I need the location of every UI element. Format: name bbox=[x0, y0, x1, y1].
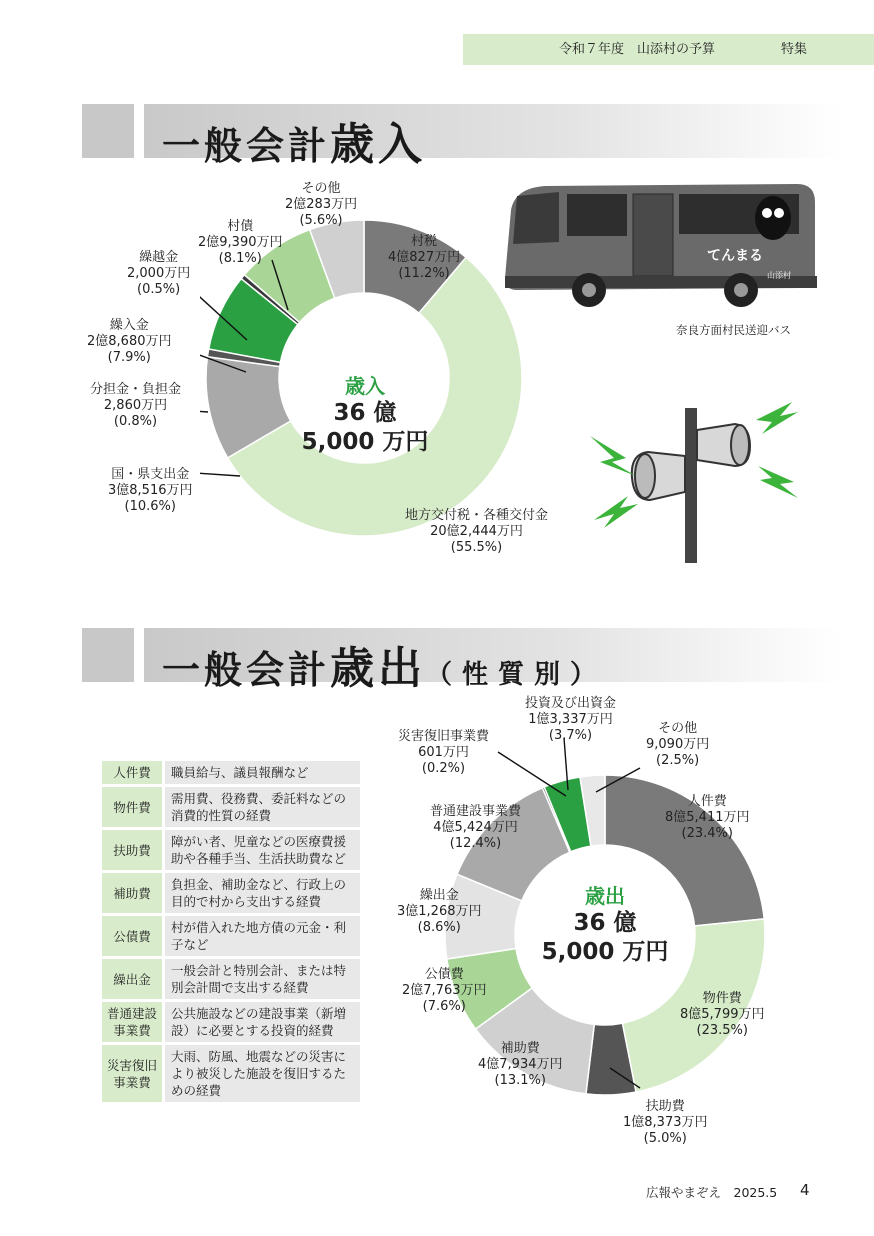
definition-description: 障がい者、児童などの医療費援助や各種手当、生活扶助費など bbox=[162, 830, 360, 870]
revenue-center-title: 歳入 bbox=[345, 374, 385, 398]
definition-row bbox=[102, 873, 360, 913]
expenditure-label-jinkenhi: 人件費 8億5,411万円 (23.4%) bbox=[665, 794, 750, 841]
expenditure-label-hojohi: 補助費 4億7,934万円 (13.1%) bbox=[478, 1041, 563, 1088]
expenditure-label-fujohi: 扶助費 1億8,373万円 (5.0%) bbox=[623, 1099, 708, 1146]
expenditure-center-label bbox=[525, 880, 685, 967]
definition-description: 公共施設などの建設事業（新増設）に必要とする投資的経費 bbox=[162, 1002, 360, 1042]
page-number: 4 bbox=[800, 1181, 810, 1199]
bus-village-text: 山添村 bbox=[767, 271, 791, 280]
expenditure-section-heading bbox=[82, 628, 842, 694]
expenditure-title-main: 歳出 bbox=[330, 643, 427, 694]
definition-term: 扶助費 bbox=[102, 830, 162, 870]
expenditure-label-saigaifukkyu: 災害復旧事業費 601万円 (0.2%) bbox=[398, 729, 490, 776]
expenditure-center-line2: 5,000 万円 bbox=[541, 939, 669, 965]
definition-description: 職員給与、議員報酬など bbox=[162, 761, 360, 784]
revenue-label-koufuzei: 地方交付税・各種交付金 20億2,444万円 (55.5%) bbox=[405, 508, 549, 555]
revenue-leader-line-3 bbox=[200, 472, 240, 476]
revenue-label-sonsai: 村債 2億9,390万円 (8.1%) bbox=[198, 219, 283, 266]
definition-description: 負担金、補助金など、行政上の目的で村から支出する経費 bbox=[162, 873, 360, 913]
revenue-title-pre: 一般会計 bbox=[162, 124, 331, 168]
revenue-title-main: 歳入 bbox=[330, 119, 427, 170]
loudspeaker-illustration bbox=[590, 400, 800, 565]
bus-name-text: てんまる bbox=[707, 248, 763, 264]
expenditure-label-kuridashikin: 繰出金 3億1,268万円 (8.6%) bbox=[397, 888, 482, 935]
definition-row bbox=[102, 959, 360, 999]
header-title: 令和７年度 山添村の予算 bbox=[559, 42, 716, 57]
expenditure-label-toushi: 投資及び出資金 1億3,337万円 (3.7%) bbox=[525, 696, 617, 743]
expenditure-title-pre: 一般会計 bbox=[162, 648, 331, 692]
definition-row bbox=[102, 1045, 360, 1102]
definition-term: 繰出金 bbox=[102, 959, 162, 999]
revenue-label-sonota: その他 2億283万円 (5.6%) bbox=[285, 181, 358, 228]
definition-row bbox=[102, 787, 360, 827]
revenue-label-muraizei: 村税 4億827万円 (11.2%) bbox=[388, 234, 461, 281]
expenditure-center-title: 歳出 bbox=[585, 884, 625, 908]
definition-row bbox=[102, 761, 360, 784]
definition-term: 災害復旧事業費 bbox=[102, 1045, 162, 1102]
header-tag: 特集 bbox=[781, 42, 808, 57]
revenue-center-label bbox=[285, 370, 445, 457]
definition-description: 一般会計と特別会計、または特別会計間で支出する経費 bbox=[162, 959, 360, 999]
definition-row bbox=[102, 916, 360, 956]
definition-term: 公債費 bbox=[102, 916, 162, 956]
bus-caption: 奈良方面村民送迎バス bbox=[676, 323, 791, 337]
definition-term: 人件費 bbox=[102, 761, 162, 784]
definition-description: 村が借入れた地方債の元金・利子など bbox=[162, 916, 360, 956]
definition-description: 需用費、役務費、委託料などの消費的性質の経費 bbox=[162, 787, 360, 827]
definition-description: 大雨、防風、地震などの災害により被災した施設を復旧するための経費 bbox=[162, 1045, 360, 1102]
revenue-section-heading bbox=[82, 104, 842, 170]
revenue-leader-line-2 bbox=[200, 410, 208, 412]
expenditure-label-sonota: その他 9,090万円 (2.5%) bbox=[646, 721, 710, 768]
expenditure-label-futsukensetsu: 普通建設事業費 4億5,424万円 (12.4%) bbox=[430, 804, 522, 851]
revenue-label-buntankin: 分担金・負担金 2,860万円 (0.8%) bbox=[90, 382, 182, 429]
definition-row bbox=[102, 1002, 360, 1042]
definition-row bbox=[102, 830, 360, 870]
definition-term: 物件費 bbox=[102, 787, 162, 827]
revenue-center-line2: 5,000 万円 bbox=[301, 429, 429, 455]
expenditure-title-sub: （性質別） bbox=[426, 660, 607, 690]
footer-publication: 広報やまぞえ 2025.5 bbox=[646, 1185, 778, 1200]
expenditure-leader-line-0 bbox=[498, 752, 566, 796]
bus-illustration bbox=[497, 178, 822, 313]
expenditure-label-kousaihi: 公債費 2億7,763万円 (7.6%) bbox=[402, 967, 487, 1014]
expenditure-center-line1: 36 億 bbox=[573, 910, 637, 936]
header-band bbox=[463, 34, 874, 65]
definition-term: 普通建設事業費 bbox=[102, 1002, 162, 1042]
expenditure-label-bukkenhi: 物件費 8億5,799万円 (23.5%) bbox=[680, 991, 765, 1038]
expense-definitions-table bbox=[102, 758, 360, 1105]
revenue-label-kurikoshikin: 繰越金 2,000万円 (0.5%) bbox=[127, 250, 191, 297]
revenue-center-line1: 36 億 bbox=[333, 400, 397, 426]
revenue-label-kenshishutsu: 国・県支出金 3億8,516万円 (10.6%) bbox=[108, 467, 193, 514]
definition-term: 補助費 bbox=[102, 873, 162, 913]
revenue-label-kurirekin: 繰入金 2億8,680万円 (7.9%) bbox=[87, 318, 172, 365]
